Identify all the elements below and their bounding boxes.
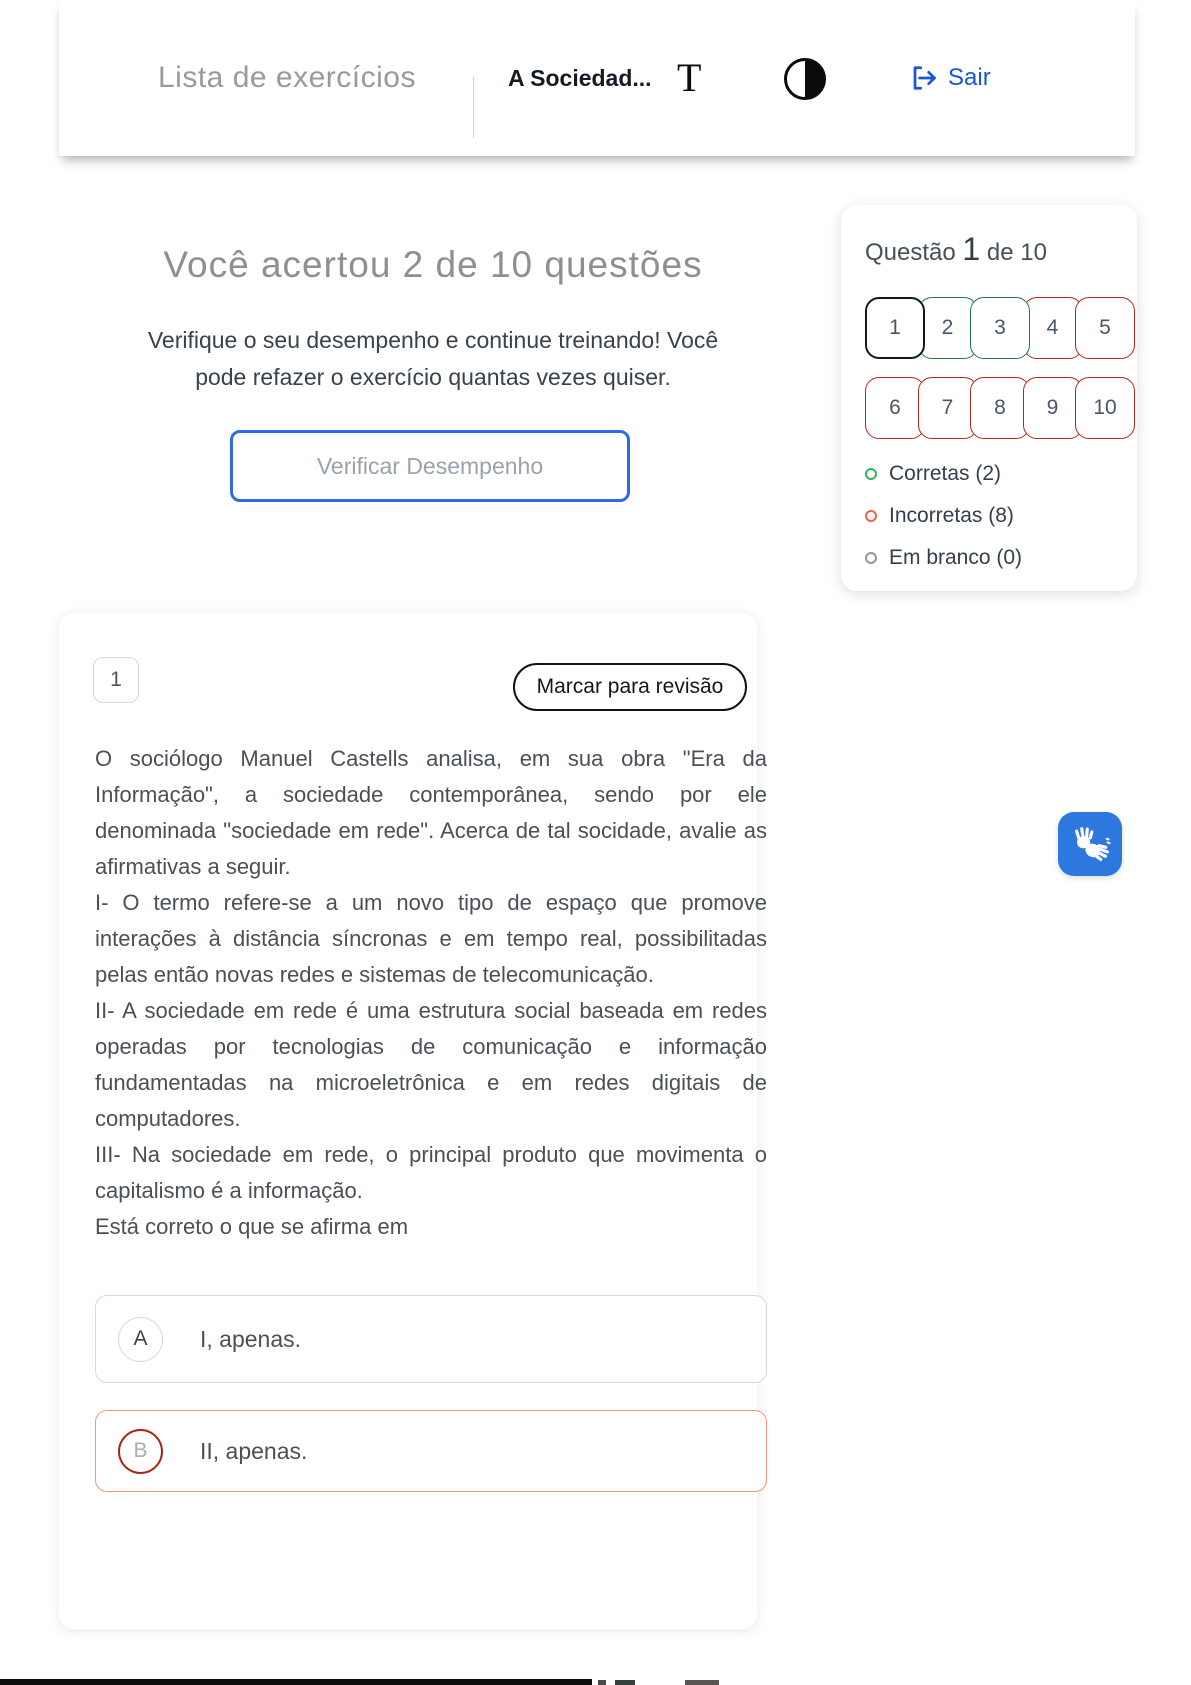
- question-grid-row-2: [865, 377, 1128, 439]
- question-number-badge: 1: [93, 657, 139, 703]
- verify-performance-button[interactable]: Verificar Desempenho: [230, 430, 630, 502]
- question-nav-box-5[interactable]: 5: [1075, 297, 1135, 359]
- legend-row-correct: [865, 453, 1022, 495]
- answer-option-b[interactable]: [95, 1410, 767, 1492]
- score-subtitle-line1: Verifique o seu desempenho e continue treinando! Você: [147, 327, 719, 353]
- question-nav-box-4[interactable]: 4: [1023, 297, 1083, 359]
- question-nav-box-2[interactable]: 2: [918, 297, 978, 359]
- option-a-label: I, apenas.: [200, 1325, 302, 1352]
- legend-label-correct: Corretas (2): [889, 462, 1002, 485]
- question-statement-3: III- Na sociedade em rede, o principal produto que movimenta o capitalismo é a informação.: [95, 1142, 767, 1203]
- mark-for-review-button[interactable]: Marcar para revisão: [513, 663, 747, 711]
- text-size-icon: T: [677, 55, 702, 100]
- question-nav-box-6[interactable]: 6: [865, 377, 925, 439]
- score-subtitle: [113, 322, 753, 396]
- score-headline: Você acertou 2 de 10 questões: [163, 244, 703, 285]
- page-title: Lista de exercícios: [158, 61, 416, 94]
- option-b-label: II, apenas.: [200, 1437, 308, 1464]
- question-statement-2: II- A sociedade em rede é uma estrutura social baseada em redes operadas por tecnologias de comunicação e informação fundamentadas na microeletrônica e em redes digitais de computadores.: [95, 998, 767, 1131]
- libras-accessibility-button[interactable]: [1058, 812, 1122, 876]
- font-size-button[interactable]: [677, 0, 701, 156]
- legend-label-blank: Em branco (0): [889, 546, 1023, 569]
- course-title: A Sociedad...: [508, 64, 652, 91]
- question-paragraph: O sociólogo Manuel Castells analisa, em sua obra "Era da Informação", a sociedade contemporânea, sendo por ele denominada "sociedade em rede". Acerca de tal socidade, avalie as afirmativas a seguir.: [95, 746, 767, 879]
- header-divider: [473, 77, 474, 138]
- question-nav-title: [865, 231, 1047, 268]
- results-legend: [865, 453, 1022, 579]
- score-subtitle-line2: pode refazer o exercício quantas vezes quiser.: [195, 364, 671, 390]
- question-grid-row-1: [865, 297, 1128, 359]
- question-statement-1: I- O termo refere-se a um novo tipo de espaço que promove interações à distância síncronas e em tempo real, possibilitadas pelas então novas redes e sistemas de telecomunicação.: [95, 890, 767, 987]
- question-prompt: Está correto o que se afirma em: [95, 1214, 409, 1239]
- exit-label: Sair: [948, 64, 991, 91]
- exit-button[interactable]: [907, 0, 991, 156]
- footer-fragment: [685, 1680, 719, 1685]
- question-nav-box-3[interactable]: 3: [970, 297, 1030, 359]
- question-nav-box-8[interactable]: 8: [970, 377, 1030, 439]
- contrast-toggle-icon[interactable]: [784, 58, 826, 100]
- answer-option-a[interactable]: [95, 1295, 767, 1383]
- blank-dot-icon: [865, 552, 877, 564]
- question-nav-box-7[interactable]: 7: [918, 377, 978, 439]
- footer-fragment: [598, 1680, 606, 1685]
- question-nav-box-10[interactable]: 10: [1075, 377, 1135, 439]
- legend-row-blank: [865, 537, 1022, 579]
- option-b-letter-badge: B: [118, 1429, 163, 1474]
- legend-row-incorrect: [865, 495, 1022, 537]
- nav-title-prefix: Questão: [865, 239, 956, 266]
- nav-current-number: 1: [962, 231, 981, 267]
- logout-icon: [907, 62, 939, 94]
- nav-title-suffix: de 10: [986, 239, 1047, 266]
- footer-fragment: [615, 1680, 635, 1685]
- sign-language-hands-icon: [1068, 822, 1112, 866]
- question-card: [58, 612, 767, 1630]
- header-bar: [59, 0, 1135, 156]
- question-nav-panel: [841, 205, 1137, 591]
- clipped-bottom-bar: [0, 1679, 592, 1685]
- question-text: [95, 741, 767, 1245]
- question-nav-box-9[interactable]: 9: [1023, 377, 1083, 439]
- option-a-letter-badge: A: [118, 1317, 163, 1362]
- legend-label-incorrect: Incorretas (8): [889, 504, 1014, 527]
- incorrect-dot-icon: [865, 510, 877, 522]
- question-nav-box-1[interactable]: 1: [865, 297, 925, 359]
- correct-dot-icon: [865, 468, 877, 480]
